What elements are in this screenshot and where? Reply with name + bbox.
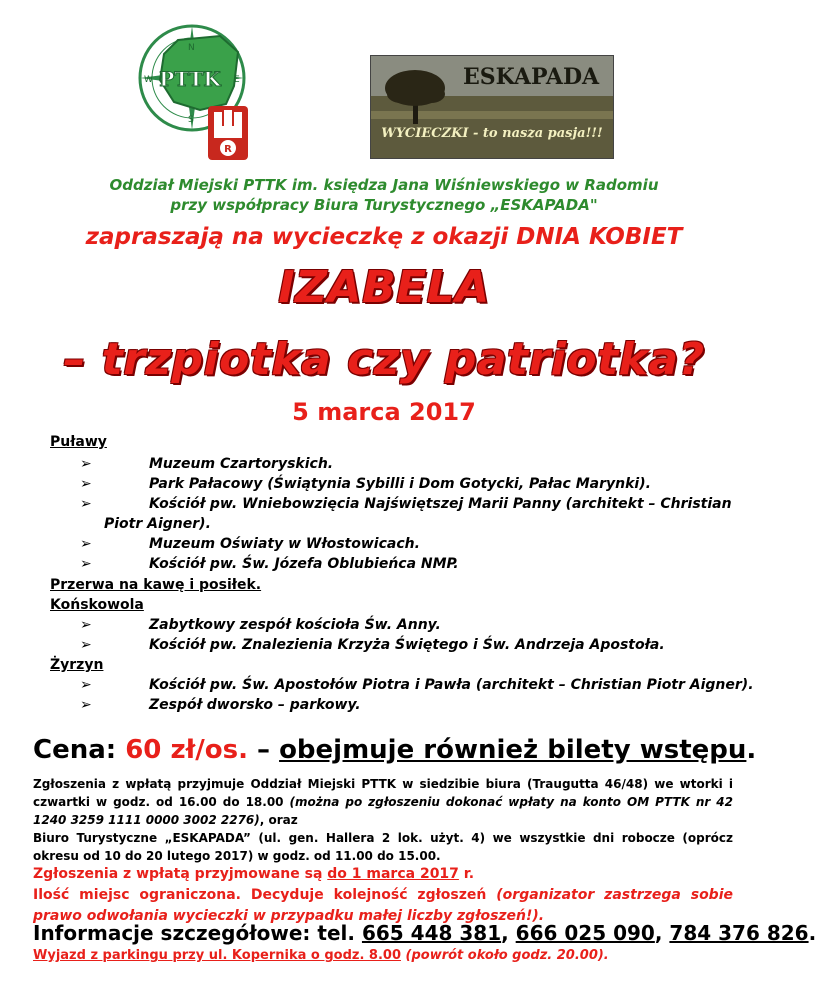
price-note: obejmuje również bilety wstępu [279, 735, 747, 765]
list-item: Muzeum Oświaty w Włostowicach. [149, 536, 420, 552]
organizer-line-2: przy współpracy Biura Turystycznego „ESKAPADA" [170, 196, 598, 214]
radom-coat-of-arms [208, 106, 248, 160]
invitation-line: zapraszają na wycieczkę z okazji DNIA KOBIET [85, 224, 683, 250]
compass-letter-e: E [234, 75, 240, 85]
list-item: Zespół dworsko – parkowy. [149, 697, 361, 713]
trip-date: 5 marca 2017 [292, 398, 476, 426]
list-item-continuation: Piotr Aigner). [104, 516, 211, 532]
price-dash: – [247, 735, 280, 765]
departure-line [33, 948, 609, 963]
bullet-icon: ➢ [80, 637, 92, 653]
phone-separator: , [501, 921, 516, 945]
title-line-2: – trzpiotka czy patriotka? [63, 334, 705, 385]
price-label: Cena: [33, 735, 126, 765]
contact-line [33, 921, 816, 945]
eskapada-tagline: WYCIECZKI - to nasza pasja!!! [381, 126, 603, 141]
bullet-icon: ➢ [80, 677, 92, 693]
registration-paragraph-1 [33, 775, 733, 829]
price-end: . [746, 735, 757, 765]
deadline-date: do 1 marca 2017 [327, 866, 459, 882]
registration-text: , oraz [259, 813, 298, 827]
return-note: (powrót około godz. 20.00). [401, 948, 609, 963]
deadline-end: r. [458, 866, 475, 882]
eskapada-logo [371, 56, 613, 158]
deadline-text: Zgłoszenia z wpłatą przyjmowane są [33, 866, 328, 882]
title-line-1: IZABELA [278, 262, 490, 313]
compass-letter-n: N [188, 43, 195, 53]
phone-separator: , [654, 921, 670, 945]
list-item: Muzeum Czartoryskich. [149, 456, 334, 472]
list-item: Zabytkowy zespół kościoła Św. Anny. [149, 617, 441, 633]
phone-3: 784 376 826 [669, 921, 809, 945]
bullet-icon: ➢ [80, 617, 92, 633]
location-konskowola: Końskowola [50, 597, 144, 613]
price-amount: 60 zł/os. [125, 735, 248, 765]
cancellation-note: (organizator zastrzega sobie prawo odwołania wycieczki w przypadku małej liczby zgłoszeń!). [33, 887, 733, 924]
price-line [33, 735, 756, 765]
bullet-icon: ➢ [80, 476, 92, 492]
coffee-break: Przerwa na kawę i posiłek. [50, 577, 262, 593]
list-item: Kościół pw. Św. Józefa Oblubieńca NMP. [149, 556, 459, 572]
bank-account-note: (można po zgłoszeniu dokonać wpłaty na konto OM PTTK nr 42 1240 3259 1111 0000 3002 2276) [33, 795, 733, 827]
bullet-icon: ➢ [80, 697, 92, 713]
pttk-logo-text: PTTK [159, 67, 221, 91]
location-pulawy: Puławy [50, 434, 107, 450]
departure-main: Wyjazd z parkingu przy ul. Kopernika o godz. 8.00 [33, 948, 401, 963]
bullet-icon: ➢ [80, 456, 92, 472]
list-item: Kościół pw. Św. Apostołów Piotra i Pawła (architekt – Christian Piotr Aigner). [149, 677, 754, 693]
compass-letter-w: W [144, 75, 153, 85]
pttk-logo [130, 18, 270, 168]
phone-1: 665 448 381 [361, 921, 502, 945]
organizer-line-1: Oddział Miejski PTTK im. księdza Jana Wiśniewskiego w Radomiu [109, 176, 659, 194]
bullet-icon: ➢ [80, 556, 92, 572]
list-item: Park Pałacowy (Świątynia Sybilli i Dom Gotycki, Pałac Marynki). [149, 476, 651, 492]
registration-paragraph-2: Biuro Turystyczne „ESKAPADA” (ul. gen. Hallera 2 lok. użyt. 4) we wszystkie dni robocze (oprócz okresu od 10 do 20 lutego 2017) w godz. od 11.00 do 15.00. [33, 831, 733, 863]
list-item: Kościół pw. Znalezienia Krzyża Świętego i Św. Andrzeja Apostoła. [149, 637, 665, 653]
phone-2: 666 025 090 [515, 921, 655, 945]
list-item: Kościół pw. Wniebowzięcia Najświętszej Marii Panny (architekt – Christian [149, 496, 732, 512]
eskapada-brand: ESKAPADA [463, 64, 600, 90]
contact-end: . [808, 921, 816, 945]
location-zyrzyn: Żyrzyn [50, 657, 104, 673]
bullet-icon: ➢ [80, 536, 92, 552]
contact-label: Informacje szczegółowe: tel. [33, 921, 362, 945]
limited-text: Ilość miejsc ograniczona. Decyduje kolejność zgłoszeń [33, 887, 497, 903]
registration-text: Zgłoszenia z wpłatą przyjmuje Oddział Miejski PTTK w siedzibie biura (Traugutta 46/48) we wtorki i czwartki w godz. od 16.00 do 18.00 [33, 777, 733, 809]
svg-text:R: R [224, 144, 232, 155]
bullet-icon: ➢ [80, 496, 92, 512]
registration-deadline [33, 864, 733, 885]
compass-letter-s: S [188, 115, 194, 125]
